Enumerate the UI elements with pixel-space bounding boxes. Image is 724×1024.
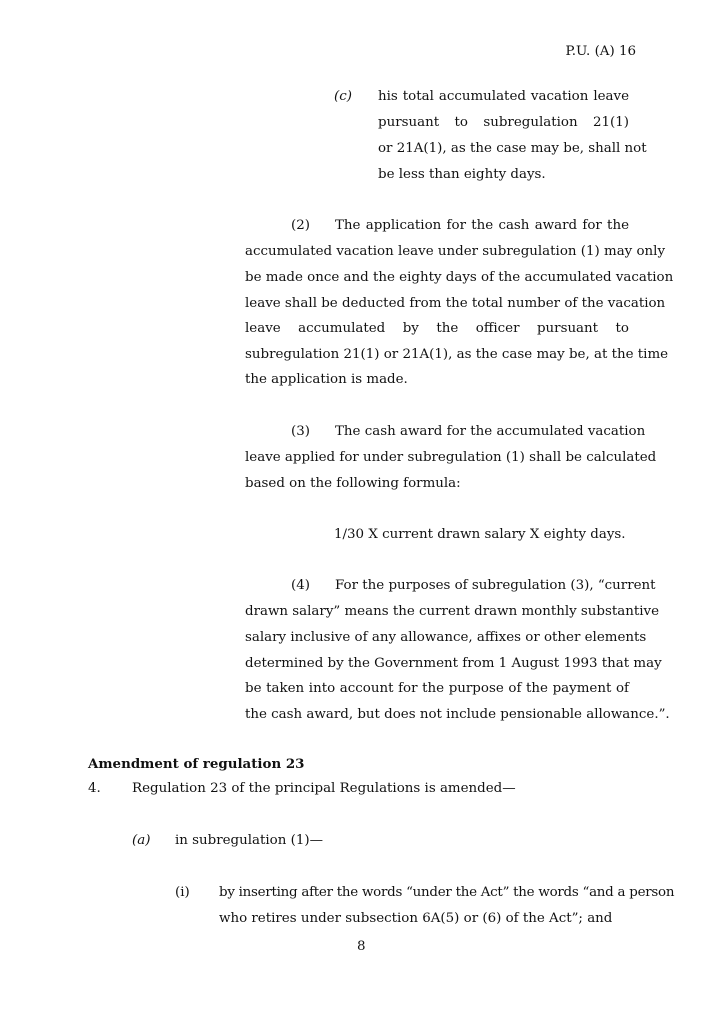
subregulation-4-line: the cash award, but does not include pensionable allowance.”. (245, 707, 670, 722)
section-text: Regulation 23 of the principal Regulations is amended— (132, 781, 516, 796)
item-c-line: or 21A(1), as the case may be, shall not (378, 141, 647, 156)
section-heading: Amendment of regulation 23 (88, 756, 305, 772)
subregulation-4-line: drawn salary” means the current drawn monthly substantive (245, 604, 660, 619)
subparagraph-i-line: by inserting after the words “under the Act” the words “and a person (219, 885, 675, 900)
subregulation-2-line: accumulated vacation leave under subregulation (1) may only (245, 244, 666, 259)
subregulation-3-line: based on the following formula: (245, 476, 461, 491)
subregulation-3-number: (3) (291, 424, 310, 439)
subregulation-4-number: (4) (291, 578, 310, 593)
section-number: 4. (88, 781, 101, 796)
subregulation-4-line: For the purposes of subregulation (3), “current (335, 578, 656, 593)
subregulation-4-line: be taken into account for the purpose of the payment of (245, 681, 629, 696)
subregulation-2-line: be made once and the eighty days of the accumulated vacation (245, 270, 674, 285)
paragraph-a-label: (a) (132, 833, 151, 848)
cash-award-formula: 1/30 X current drawn salary X eighty days. (334, 527, 626, 542)
subregulation-3-line: leave applied for under subregulation (1) shall be calculated (245, 450, 657, 465)
subparagraph-i-label: (i) (175, 885, 190, 900)
subregulation-2-line: the application is made. (245, 372, 408, 387)
subregulation-4-line: salary inclusive of any allowance, affixes or other elements (245, 630, 647, 645)
subregulation-2-line: leave accumulated by the officer pursuant to (245, 321, 629, 336)
item-c-line: be less than eighty days. (378, 167, 546, 182)
subparagraph-i-line: who retires under subsection 6A(5) or (6) of the Act”; and (219, 911, 613, 926)
item-c-line: his total accumulated vacation leave (378, 89, 629, 104)
page-reference: P.U. (A) 16 (565, 44, 636, 59)
item-c-line: pursuant to subregulation 21(1) (378, 115, 629, 130)
subregulation-2-line: The application for the cash award for the (335, 218, 629, 233)
page-number: 8 (357, 939, 366, 954)
subregulation-4-line: determined by the Government from 1 August 1993 that may (245, 656, 662, 671)
subregulation-2-line: subregulation 21(1) or 21A(1), as the case may be, at the time (245, 347, 669, 362)
subregulation-2-number: (2) (291, 218, 310, 233)
subregulation-2-line: leave shall be deducted from the total number of the vacation (245, 296, 666, 311)
item-c-label: (c) (334, 89, 352, 104)
subregulation-3-line: The cash award for the accumulated vacation (335, 424, 646, 439)
paragraph-a-text: in subregulation (1)— (175, 833, 323, 848)
